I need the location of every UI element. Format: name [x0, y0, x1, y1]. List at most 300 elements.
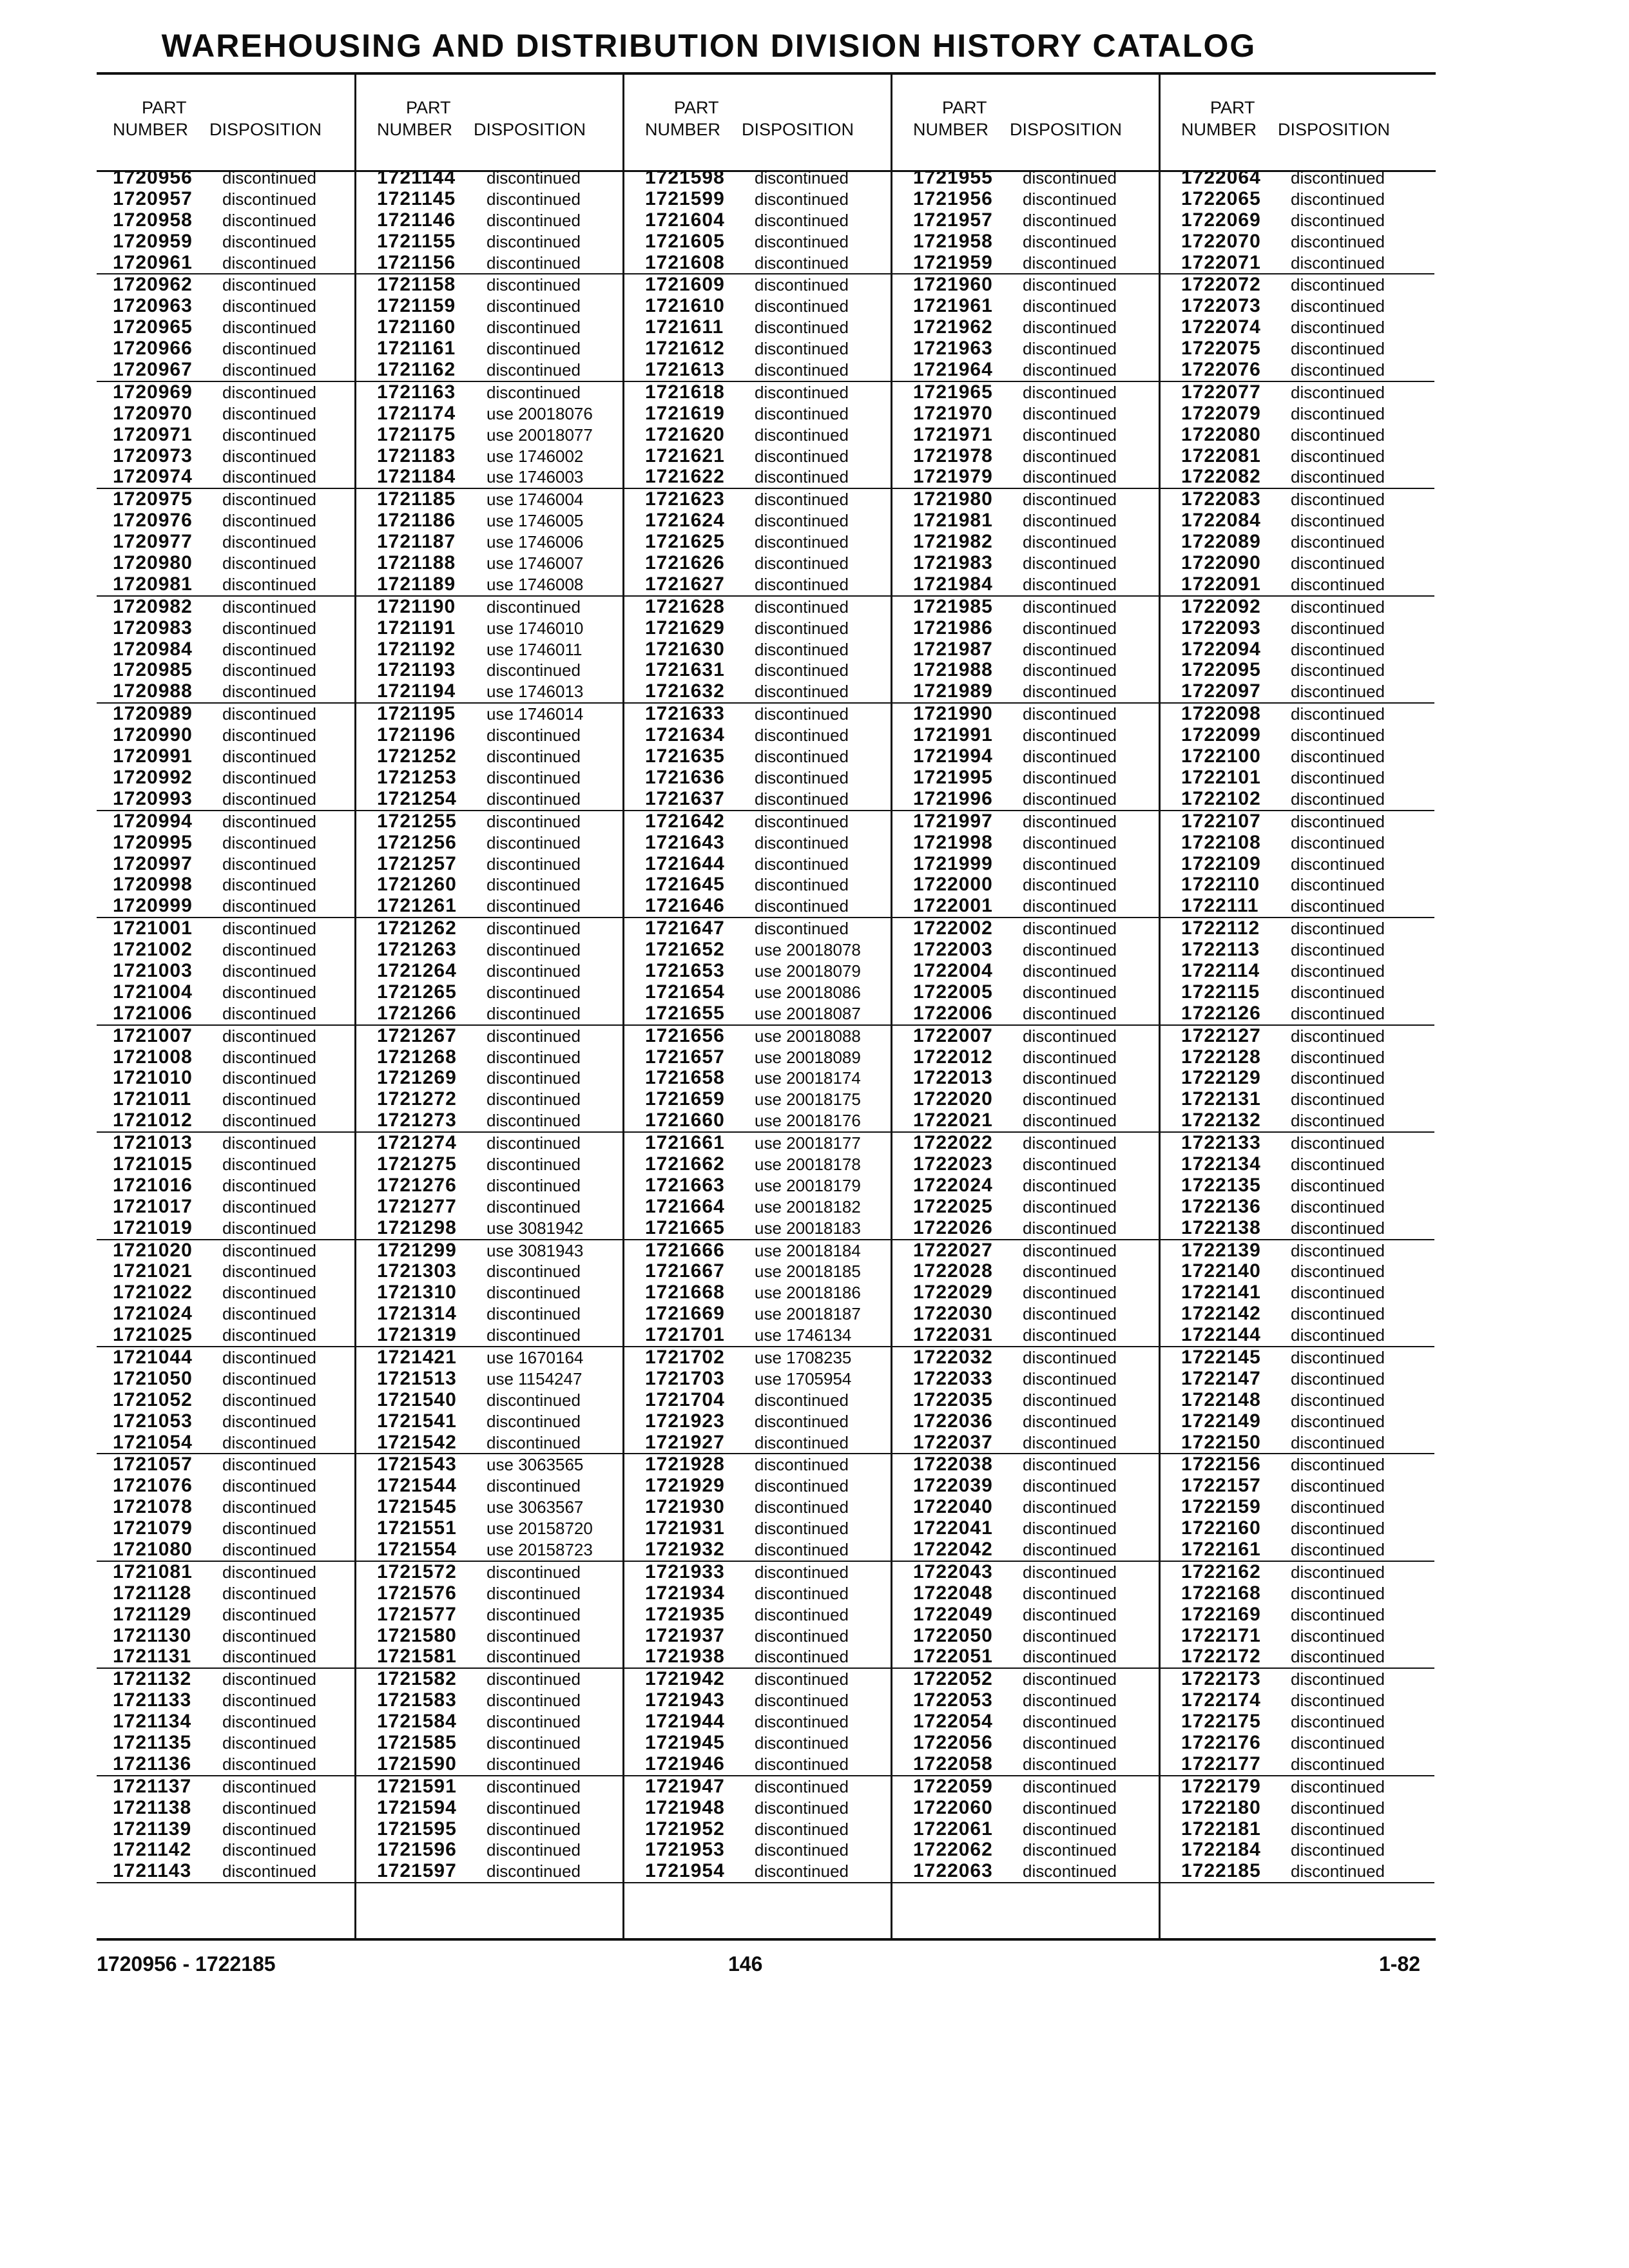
- disposition: use 20018187: [755, 1304, 861, 1324]
- part-number: 1720998: [113, 874, 193, 896]
- part-number: 1721621: [645, 445, 725, 466]
- table-row: [97, 918, 366, 939]
- part-number: 1720997: [113, 852, 193, 874]
- table-row: [1165, 982, 1434, 1003]
- table-row: [97, 446, 366, 467]
- disposition: use 1746008: [487, 574, 584, 594]
- part-number: 1722032: [913, 1346, 993, 1368]
- disposition: discontinued: [222, 1691, 316, 1711]
- column-header: [897, 72, 1166, 175]
- part-number: 1722040: [913, 1496, 993, 1518]
- part-number: 1722094: [1181, 638, 1261, 660]
- disposition: discontinued: [487, 660, 581, 680]
- part-number: 1722028: [913, 1260, 993, 1282]
- disposition: discontinued: [487, 1647, 581, 1667]
- disposition: discontinued: [755, 1411, 849, 1431]
- part-number: 1721131: [113, 1646, 192, 1667]
- disposition: discontinued: [1023, 574, 1117, 594]
- table-row: [1165, 639, 1434, 660]
- disposition: discontinued: [487, 253, 581, 273]
- disposition: discontinued: [1291, 940, 1385, 960]
- part-number: 1720970: [113, 402, 193, 424]
- part-number: 1721139: [113, 1818, 192, 1840]
- disposition: discontinued: [222, 403, 316, 423]
- part-number: 1722021: [913, 1110, 993, 1131]
- disposition: discontinued: [1023, 726, 1117, 745]
- table-row: [1165, 746, 1434, 767]
- table-row: [897, 1583, 1166, 1604]
- part-number: 1722133: [1181, 1132, 1261, 1154]
- table-row: [97, 1711, 366, 1733]
- table-row: [97, 1154, 366, 1175]
- disposition: use 20018176: [755, 1111, 861, 1131]
- disposition: discontinued: [1023, 1626, 1117, 1646]
- disposition: discontinued: [1291, 1497, 1385, 1517]
- part-number: 1721010: [113, 1067, 193, 1089]
- disposition: discontinued: [755, 189, 849, 209]
- disposition: discontinued: [222, 168, 316, 187]
- part-number: 1721668: [645, 1282, 725, 1303]
- part-number: 1721007: [113, 1024, 193, 1046]
- part-number: 1721024: [113, 1303, 193, 1325]
- column-header: [97, 72, 366, 175]
- part-number: 1720974: [113, 466, 193, 488]
- disposition: discontinued: [1291, 1262, 1385, 1282]
- table-row: [897, 168, 1166, 189]
- part-number: 1721938: [645, 1646, 725, 1667]
- disposition: discontinued: [1023, 318, 1117, 338]
- disposition: discontinued: [755, 1626, 849, 1646]
- disposition: discontinued: [222, 1003, 316, 1023]
- part-number: 1722029: [913, 1282, 993, 1303]
- disposition: discontinued: [487, 1411, 581, 1431]
- part-number: 1722031: [913, 1324, 993, 1346]
- page-title: WAREHOUSING AND DISTRIBUTION DIVISION HISTORY CATALOG: [161, 28, 1257, 64]
- part-number: 1720990: [113, 724, 193, 746]
- disposition: discontinued: [1023, 682, 1117, 702]
- table-row: [1165, 1154, 1434, 1175]
- disposition: discontinued: [1023, 1068, 1117, 1088]
- part-number: 1721994: [913, 745, 993, 767]
- footer-page-number: 146: [728, 1952, 763, 1975]
- table-row: [629, 1325, 898, 1347]
- table-row: [897, 767, 1166, 789]
- part-number: 1721659: [645, 1088, 725, 1110]
- table-row: [1165, 1518, 1434, 1539]
- part-number: 1721080: [113, 1539, 193, 1560]
- table-row: [97, 274, 366, 296]
- part-number: 1721542: [377, 1431, 457, 1453]
- part-number: 1721273: [377, 1110, 457, 1131]
- part-number: 1721608: [645, 251, 725, 273]
- part-number: 1722002: [913, 918, 993, 939]
- table-row: [361, 253, 630, 275]
- part-number: 1721996: [913, 787, 993, 809]
- part-number: 1721594: [377, 1796, 457, 1818]
- header-disposition: DISPOSITION: [209, 120, 322, 139]
- part-number: 1721544: [377, 1475, 457, 1497]
- part-number: 1721022: [113, 1282, 193, 1303]
- table-row: [97, 1432, 366, 1455]
- disposition: discontinued: [755, 767, 849, 787]
- disposition: discontinued: [1023, 1240, 1117, 1260]
- table-row: [897, 466, 1166, 489]
- disposition: discontinued: [1291, 189, 1385, 209]
- part-number: 1722126: [1181, 1002, 1261, 1024]
- part-number: 1722012: [913, 1046, 993, 1068]
- disposition: discontinued: [1291, 875, 1385, 895]
- part-number: 1721541: [377, 1410, 457, 1432]
- table-row: [361, 811, 630, 832]
- table-row: [97, 639, 366, 660]
- disposition: discontinued: [487, 597, 581, 617]
- table-row: [1165, 1261, 1434, 1282]
- table-row: [361, 1690, 630, 1711]
- table-row: [897, 982, 1166, 1003]
- table-row: [361, 532, 630, 553]
- table-row: [629, 639, 898, 660]
- part-number: 1721666: [645, 1239, 725, 1261]
- entries-list: [629, 168, 898, 1883]
- table-row: [1165, 1303, 1434, 1325]
- table-row: [361, 767, 630, 789]
- table-row: [361, 1840, 630, 1861]
- part-number: 1721128: [113, 1582, 192, 1604]
- part-number: 1722147: [1181, 1367, 1261, 1389]
- part-number: 1721266: [377, 1002, 457, 1024]
- disposition: discontinued: [1023, 811, 1117, 831]
- table-row: [361, 1798, 630, 1819]
- disposition: discontinued: [1291, 382, 1385, 402]
- table-row: [361, 982, 630, 1003]
- disposition: use 1670164: [487, 1347, 584, 1367]
- table-row: [897, 1604, 1166, 1626]
- disposition: discontinued: [755, 253, 849, 273]
- table-row: [897, 1861, 1166, 1883]
- part-number: 1721299: [377, 1239, 457, 1261]
- disposition: discontinued: [487, 382, 581, 402]
- disposition: discontinued: [487, 919, 581, 939]
- table-row: [97, 210, 366, 231]
- table-row: [897, 746, 1166, 767]
- part-number: 1721158: [377, 274, 456, 296]
- disposition: use 1746134: [755, 1325, 852, 1345]
- disposition: discontinued: [1023, 1325, 1117, 1345]
- disposition: discontinued: [1023, 1133, 1117, 1153]
- part-number: 1721015: [113, 1153, 193, 1175]
- part-number: 1722083: [1181, 488, 1261, 510]
- table-row: [97, 1798, 366, 1819]
- disposition: discontinued: [755, 1604, 849, 1624]
- part-number: 1721596: [377, 1839, 457, 1861]
- table-row: [97, 382, 366, 403]
- table-row: [1165, 832, 1434, 854]
- table-row: [897, 274, 1166, 296]
- header-number: NUMBER: [913, 120, 989, 139]
- catalog-column-2: [361, 72, 630, 1882]
- table-row: [97, 789, 366, 811]
- part-number: 1721265: [377, 981, 457, 1003]
- disposition: use 1746003: [487, 467, 584, 487]
- disposition: discontinued: [1023, 553, 1117, 573]
- table-row: [629, 854, 898, 875]
- entries-list: [97, 168, 366, 1883]
- part-number: 1722148: [1181, 1389, 1261, 1410]
- table-row: [1165, 274, 1434, 296]
- table-row: [361, 360, 630, 382]
- disposition: discontinued: [755, 382, 849, 402]
- disposition: discontinued: [487, 961, 581, 981]
- table-row: [897, 704, 1166, 725]
- table-row: [1165, 210, 1434, 231]
- part-number: 1722101: [1181, 766, 1261, 788]
- table-row: [361, 1562, 630, 1583]
- disposition: use 1746002: [487, 446, 584, 466]
- table-row: [897, 725, 1166, 746]
- part-number: 1721965: [913, 381, 993, 403]
- table-row: [629, 1562, 898, 1583]
- table-row: [897, 1840, 1166, 1861]
- part-number: 1721160: [377, 316, 456, 338]
- table-row: [361, 1861, 630, 1883]
- disposition: discontinued: [487, 747, 581, 767]
- table-row: [897, 1711, 1166, 1733]
- part-number: 1721620: [645, 423, 725, 445]
- disposition: discontinued: [1291, 789, 1385, 809]
- disposition: discontinued: [222, 1476, 316, 1496]
- part-number: 1721144: [377, 167, 456, 188]
- part-number: 1722108: [1181, 831, 1261, 853]
- part-number: 1721654: [645, 981, 725, 1003]
- table-row: [1165, 1798, 1434, 1819]
- table-row: [629, 1240, 898, 1262]
- disposition: discontinued: [1023, 403, 1117, 423]
- disposition: discontinued: [487, 1304, 581, 1324]
- disposition: discontinued: [1291, 490, 1385, 510]
- table-row: [897, 1154, 1166, 1175]
- part-number: 1721923: [645, 1410, 725, 1432]
- part-number: 1722185: [1181, 1860, 1261, 1882]
- table-row: [361, 1454, 630, 1475]
- disposition: discontinued: [487, 1133, 581, 1153]
- table-row: [97, 510, 366, 532]
- disposition: discontinued: [1023, 446, 1117, 466]
- table-row: [629, 1840, 898, 1861]
- part-number: 1721188: [377, 552, 456, 574]
- table-row: [629, 1068, 898, 1089]
- table-row: [897, 1068, 1166, 1089]
- table-row: [361, 789, 630, 811]
- disposition: discontinued: [1023, 1840, 1117, 1860]
- part-number: 1721008: [113, 1046, 193, 1068]
- part-number: 1721185: [377, 488, 456, 510]
- part-number: 1722145: [1181, 1346, 1261, 1368]
- table-row: [97, 1303, 366, 1325]
- disposition: discontinued: [222, 1432, 316, 1452]
- entries-list: [361, 168, 630, 1883]
- disposition: discontinued: [1023, 618, 1117, 638]
- catalog-column-5: [1165, 72, 1434, 1882]
- header-part: PART: [942, 98, 987, 117]
- disposition: use 20018079: [755, 961, 861, 981]
- disposition: discontinued: [222, 1068, 316, 1088]
- disposition: use 3081943: [487, 1240, 584, 1260]
- part-number: 1722037: [913, 1431, 993, 1453]
- disposition: discontinued: [222, 961, 316, 981]
- disposition: discontinued: [1023, 1090, 1117, 1110]
- disposition: discontinued: [1023, 231, 1117, 251]
- part-number: 1722172: [1181, 1646, 1261, 1667]
- table-row: [361, 1646, 630, 1669]
- part-number: 1720985: [113, 659, 193, 681]
- table-row: [897, 896, 1166, 918]
- table-row: [97, 1497, 366, 1518]
- disposition: discontinued: [487, 231, 581, 251]
- part-number: 1721269: [377, 1067, 457, 1089]
- table-row: [361, 1068, 630, 1089]
- table-row: [97, 1390, 366, 1411]
- table-row: [629, 189, 898, 210]
- disposition: use 1746005: [487, 511, 584, 531]
- part-number: 1721636: [645, 766, 725, 788]
- table-row: [1165, 1325, 1434, 1347]
- table-row: [97, 338, 366, 360]
- table-row: [97, 811, 366, 832]
- disposition: discontinued: [1291, 574, 1385, 594]
- table-row: [629, 1432, 898, 1455]
- part-number: 1721955: [913, 167, 993, 188]
- table-row: [1165, 425, 1434, 446]
- table-row: [629, 425, 898, 446]
- part-number: 1720965: [113, 316, 193, 338]
- disposition: discontinued: [222, 639, 316, 659]
- table-row: [361, 1475, 630, 1497]
- disposition: discontinued: [1023, 1540, 1117, 1559]
- part-number: 1720989: [113, 703, 193, 725]
- table-row: [1165, 1068, 1434, 1089]
- disposition: discontinued: [1291, 1712, 1385, 1732]
- table-row: [361, 489, 630, 510]
- disposition: use 20018088: [755, 1026, 861, 1046]
- disposition: discontinued: [755, 210, 849, 230]
- disposition: use 20158720: [487, 1519, 593, 1539]
- part-number: 1721193: [377, 659, 456, 681]
- part-number: 1722089: [1181, 531, 1261, 553]
- table-row: [97, 1646, 366, 1669]
- disposition: discontinued: [487, 1819, 581, 1839]
- part-number: 1722080: [1181, 423, 1261, 445]
- disposition: discontinued: [1291, 275, 1385, 295]
- table-row: [361, 939, 630, 961]
- part-number: 1721662: [645, 1153, 725, 1175]
- part-number: 1722064: [1181, 167, 1261, 188]
- disposition: discontinued: [1291, 1304, 1385, 1324]
- disposition: use 3063565: [487, 1455, 584, 1475]
- header-number: NUMBER: [645, 120, 721, 139]
- table-row: [1165, 1089, 1434, 1110]
- part-number: 1721663: [645, 1174, 725, 1196]
- header-number: NUMBER: [1181, 120, 1257, 139]
- part-number: 1721583: [377, 1689, 457, 1711]
- disposition: discontinued: [222, 854, 316, 874]
- table-row: [97, 1325, 366, 1347]
- part-number: 1721963: [913, 338, 993, 360]
- part-number: 1721257: [377, 852, 457, 874]
- disposition: discontinued: [1023, 382, 1117, 402]
- part-number: 1720992: [113, 766, 193, 788]
- table-row: [897, 1218, 1166, 1240]
- part-number: 1721703: [645, 1367, 725, 1389]
- part-number: 1722036: [913, 1410, 993, 1432]
- table-row: [629, 1175, 898, 1196]
- disposition: discontinued: [1291, 1068, 1385, 1088]
- part-number: 1722054: [913, 1711, 993, 1733]
- table-row: [629, 1497, 898, 1518]
- disposition: discontinued: [1023, 1604, 1117, 1624]
- part-number: 1721138: [113, 1796, 192, 1818]
- part-number: 1721162: [377, 359, 456, 381]
- part-number: 1721990: [913, 703, 993, 725]
- disposition: discontinued: [755, 231, 849, 251]
- disposition: discontinued: [1291, 1154, 1385, 1174]
- disposition: discontinued: [755, 360, 849, 380]
- part-number: 1722142: [1181, 1303, 1261, 1325]
- part-number: 1721130: [113, 1624, 192, 1646]
- part-number: 1721002: [113, 939, 193, 961]
- table-row: [361, 1154, 630, 1175]
- table-row: [1165, 553, 1434, 574]
- part-number: 1721630: [645, 638, 725, 660]
- part-number: 1721577: [377, 1603, 457, 1625]
- disposition: discontinued: [755, 875, 849, 895]
- part-number: 1721664: [645, 1195, 725, 1217]
- table-row: [629, 1133, 898, 1154]
- part-number: 1722177: [1181, 1753, 1261, 1774]
- part-number: 1721999: [913, 852, 993, 874]
- table-row: [361, 1390, 630, 1411]
- part-number: 1720984: [113, 638, 193, 660]
- table-row: [1165, 1196, 1434, 1218]
- part-number: 1720963: [113, 295, 193, 317]
- disposition: discontinued: [222, 1604, 316, 1624]
- table-row: [897, 253, 1166, 275]
- part-number: 1721626: [645, 552, 725, 574]
- table-row: [1165, 1432, 1434, 1455]
- table-row: [97, 854, 366, 875]
- part-number: 1721669: [645, 1303, 725, 1325]
- disposition: discontinued: [1291, 1390, 1385, 1410]
- disposition: discontinued: [1291, 1047, 1385, 1067]
- disposition: discontinued: [487, 896, 581, 916]
- table-row: [629, 1218, 898, 1240]
- table-row: [97, 1261, 366, 1282]
- part-number: 1722134: [1181, 1153, 1261, 1175]
- disposition: discontinued: [487, 1604, 581, 1624]
- disposition: use 1746010: [487, 618, 584, 638]
- table-row: [629, 1303, 898, 1325]
- part-number: 1722069: [1181, 209, 1261, 231]
- disposition: discontinued: [755, 1540, 849, 1559]
- disposition: discontinued: [487, 275, 581, 295]
- part-number: 1721932: [645, 1539, 725, 1560]
- part-number: 1722111: [1181, 895, 1259, 917]
- part-number: 1722030: [913, 1303, 993, 1325]
- part-number: 1722128: [1181, 1046, 1261, 1068]
- disposition: discontinued: [1291, 1562, 1385, 1582]
- table-row: [1165, 296, 1434, 317]
- part-number: 1721053: [113, 1410, 193, 1432]
- part-number: 1722072: [1181, 274, 1261, 296]
